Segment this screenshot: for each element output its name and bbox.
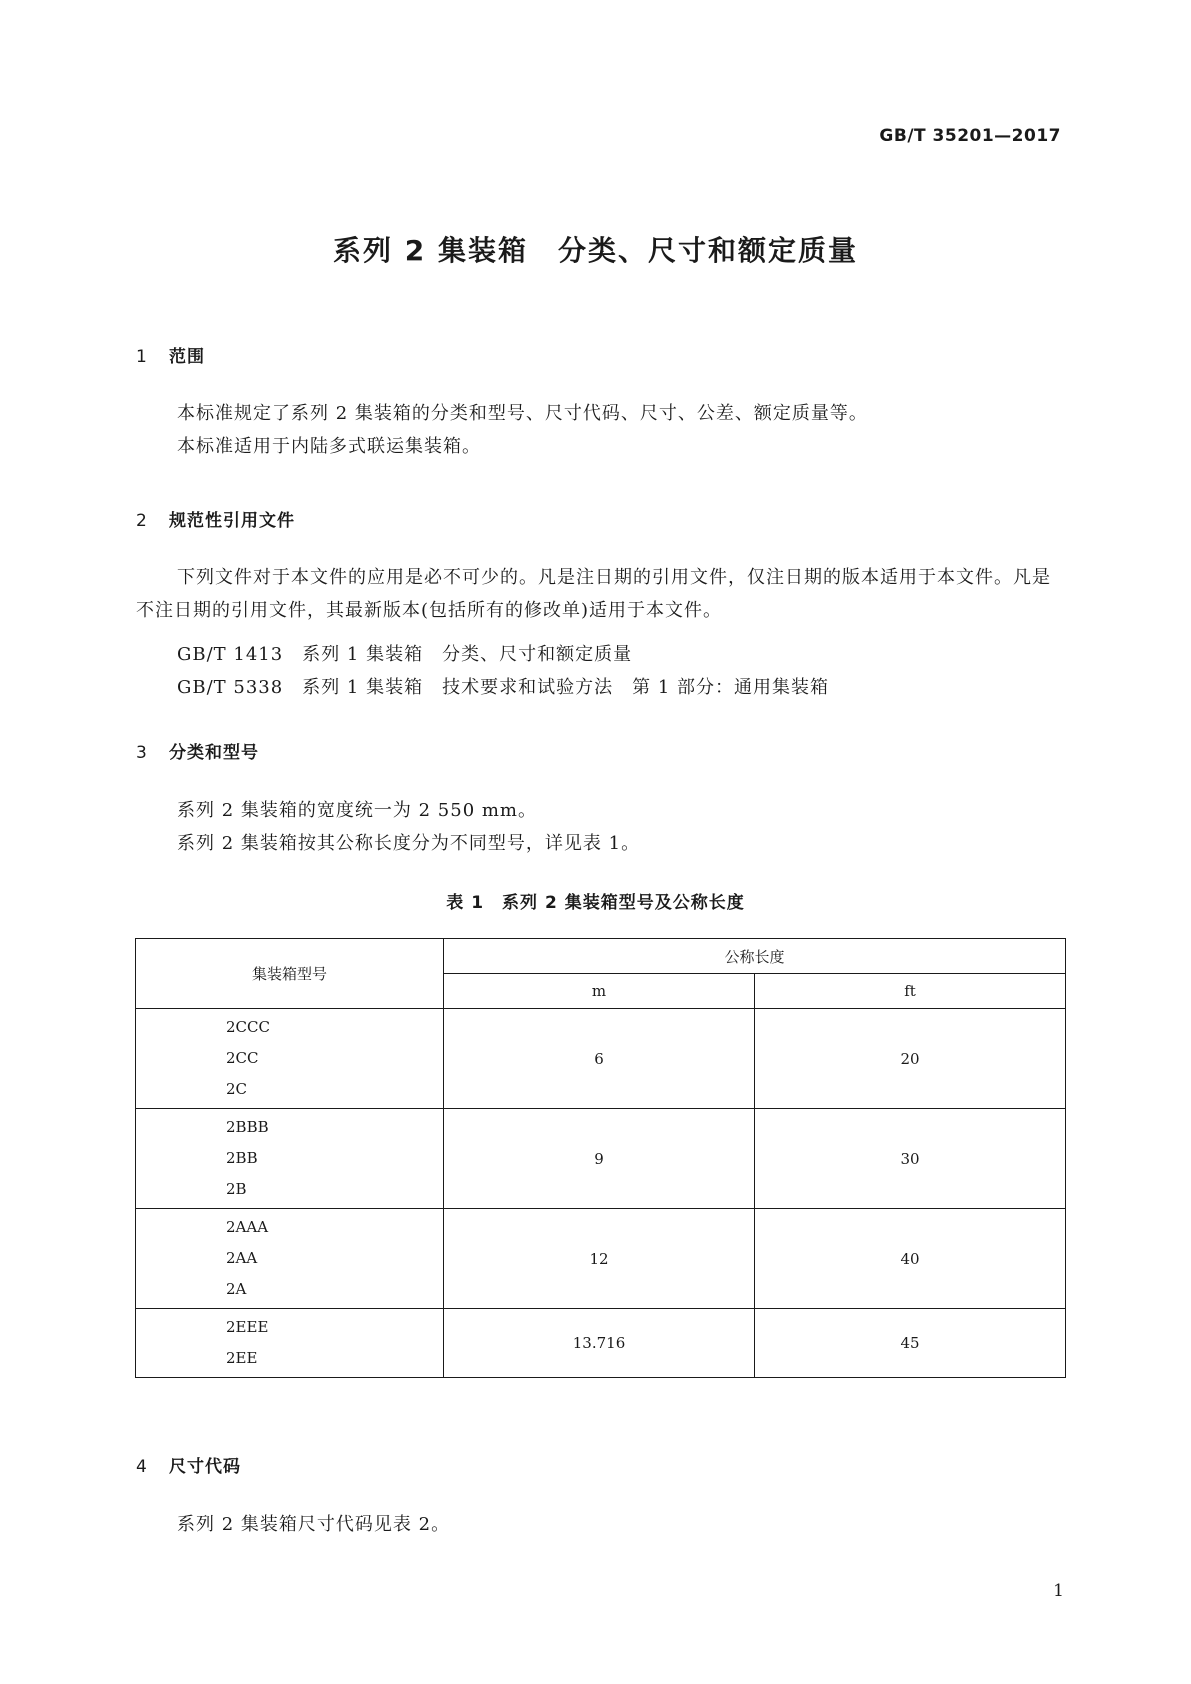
table-row bbox=[136, 1209, 1066, 1309]
section-title: 尺寸代码 bbox=[169, 1457, 241, 1477]
type-code: 2EEE bbox=[226, 1318, 269, 1336]
length-m-cell: 12 bbox=[444, 1209, 755, 1309]
page-number: 1 bbox=[1053, 1581, 1064, 1601]
section-3-paragraph-1: 系列 2 集装箱的宽度统一为 2 550 mm。 bbox=[177, 800, 538, 821]
length-m-cell: 13.716 bbox=[444, 1309, 755, 1378]
section-2-paragraph-1: 下列文件对于本文件的应用是必不可少的。凡是注日期的引用文件，仅注日期的版本适用于本文件。凡是不注日期的引用文件，其最新版本(包括所有的修改单)适用于本文件。 bbox=[136, 567, 1051, 621]
header-unit-ft: ft bbox=[755, 974, 1066, 1009]
type-code: 2CCC bbox=[226, 1018, 270, 1036]
section-number: 4 bbox=[136, 1457, 148, 1477]
type-cell bbox=[136, 1009, 444, 1109]
section-3-heading bbox=[136, 738, 259, 763]
type-code: 2CC bbox=[226, 1049, 259, 1067]
length-ft-cell: 20 bbox=[755, 1009, 1066, 1109]
length-ft-cell: 30 bbox=[755, 1109, 1066, 1209]
section-number: 1 bbox=[136, 347, 148, 367]
length-m-cell: 9 bbox=[444, 1109, 755, 1209]
section-4-heading bbox=[136, 1452, 241, 1477]
type-code: 2BB bbox=[226, 1149, 258, 1167]
type-code: 2B bbox=[226, 1180, 247, 1198]
standard-code: GB/T 35201—2017 bbox=[879, 126, 1061, 146]
table-1-caption: 表 1 系列 2 集装箱型号及公称长度 bbox=[446, 893, 745, 913]
header-unit-m: m bbox=[444, 974, 755, 1009]
header-nominal-length: 公称长度 bbox=[444, 939, 1066, 974]
header-container-type: 集装箱型号 bbox=[136, 939, 444, 1009]
section-1-paragraph-1: 本标准规定了系列 2 集装箱的分类和型号、尺寸代码、尺寸、公差、额定质量等。 bbox=[177, 403, 868, 424]
table-row bbox=[136, 1009, 1066, 1109]
table-row bbox=[136, 1109, 1066, 1209]
section-3-paragraph-2: 系列 2 集装箱按其公称长度分为不同型号，详见表 1。 bbox=[177, 833, 641, 854]
table-1 bbox=[135, 938, 1066, 1378]
table-header-row bbox=[136, 939, 1066, 974]
type-cell bbox=[136, 1109, 444, 1209]
document-title: 系列 2 集装箱 分类、尺寸和额定质量 bbox=[333, 234, 858, 267]
type-cell bbox=[136, 1309, 444, 1378]
type-cell bbox=[136, 1209, 444, 1309]
type-code: 2BBB bbox=[226, 1118, 269, 1136]
table-row bbox=[136, 1309, 1066, 1378]
type-code: 2EE bbox=[226, 1349, 258, 1367]
length-ft-cell: 40 bbox=[755, 1209, 1066, 1309]
length-ft-cell: 45 bbox=[755, 1309, 1066, 1378]
type-code: 2AAA bbox=[226, 1218, 269, 1236]
reference-gbt-1413: GB/T 1413 系列 1 集装箱 分类、尺寸和额定质量 bbox=[177, 644, 633, 665]
section-number: 3 bbox=[136, 743, 148, 763]
type-code: 2AA bbox=[226, 1249, 258, 1267]
section-1-heading bbox=[136, 342, 205, 367]
section-1-paragraph-2: 本标准适用于内陆多式联运集装箱。 bbox=[177, 436, 481, 457]
section-2-heading bbox=[136, 506, 295, 531]
section-title: 范围 bbox=[169, 347, 205, 367]
section-number: 2 bbox=[136, 511, 148, 531]
type-code: 2A bbox=[226, 1280, 247, 1298]
section-4-paragraph-1: 系列 2 集装箱尺寸代码见表 2。 bbox=[177, 1514, 451, 1535]
length-m-cell: 6 bbox=[444, 1009, 755, 1109]
section-title: 分类和型号 bbox=[169, 743, 259, 763]
section-title: 规范性引用文件 bbox=[169, 511, 295, 531]
reference-gbt-5338: GB/T 5338 系列 1 集装箱 技术要求和试验方法 第 1 部分：通用集装箱 bbox=[177, 677, 829, 698]
type-code: 2C bbox=[226, 1080, 248, 1098]
